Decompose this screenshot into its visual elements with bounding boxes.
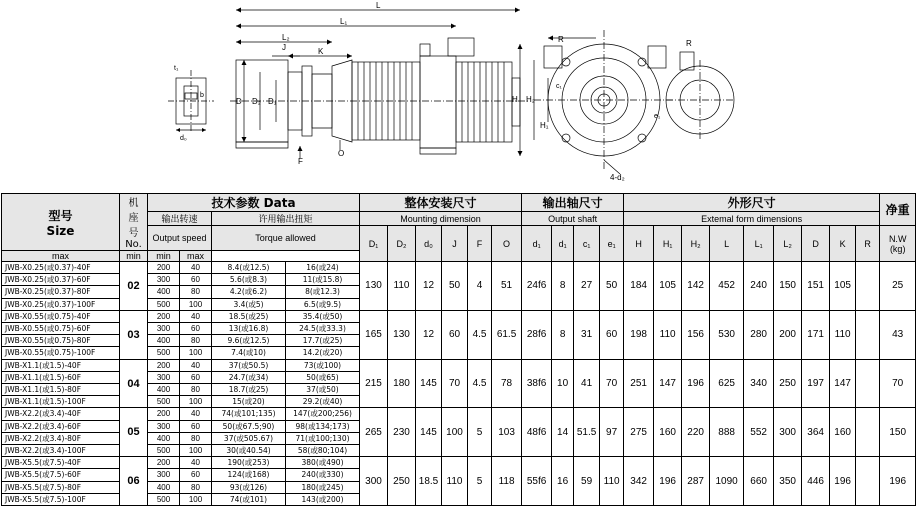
svg-text:e₁: e₁ (654, 113, 661, 120)
cell-K: 105 (830, 262, 856, 311)
cell-size: JWB-X0.55(或0.75)-60F (2, 323, 120, 335)
cell-K: 110 (830, 310, 856, 359)
header-D2: D₂ (388, 226, 416, 262)
cell-torque-min: 4.2(或6.2) (212, 286, 286, 298)
cell-speed-max: 300 (148, 274, 180, 286)
cell-d0: 12 (416, 310, 442, 359)
header-D1: D₁ (360, 226, 388, 262)
cell-size: JWB-X5.5(或7.5)-80F (2, 481, 120, 493)
cell-speed-min: 100 (180, 493, 212, 505)
cell-F: 4.5 (468, 359, 492, 408)
cell-L: 452 (710, 262, 744, 311)
header-shaft-cn: 输出轴尺寸 (522, 194, 624, 212)
cell-R (856, 359, 880, 408)
cell-F: 4.5 (468, 310, 492, 359)
cell-speed-max: 400 (148, 481, 180, 493)
svg-text:b: b (200, 92, 204, 99)
cell-torque-min: 30(或40.54) (212, 445, 286, 457)
cell-size: JWB-X1.1(或1.5)-60F (2, 371, 120, 383)
cell-torque-min: 37(或505.67) (212, 432, 286, 444)
cell-K: 160 (830, 408, 856, 457)
cell-D1: 165 (360, 310, 388, 359)
cell-size: JWB-X0.55(或0.75)-80F (2, 335, 120, 347)
header-mounting-en: Mounting dimension (360, 212, 522, 226)
header-J: J (442, 226, 468, 262)
cell-d1-b: 16 (552, 457, 574, 506)
cell-speed-min: 80 (180, 335, 212, 347)
cell-speed-max: 500 (148, 347, 180, 359)
cell-H: 275 (624, 408, 654, 457)
header-speed-max: max (2, 251, 120, 262)
cell-K: 196 (830, 457, 856, 506)
header-shaft-en: Output shaft (522, 212, 624, 226)
svg-text:L: L (376, 1, 381, 10)
header-O: O (492, 226, 522, 262)
cell-c1: 59 (574, 457, 600, 506)
cell-d1-b: 10 (552, 359, 574, 408)
table-row (2, 262, 916, 274)
cell-speed-min: 80 (180, 481, 212, 493)
cell-F: 5 (468, 457, 492, 506)
header-c1: c₁ (574, 226, 600, 262)
cell-torque-min: 37(或50.5) (212, 359, 286, 371)
cell-size: JWB-X1.1(或1.5)-40F (2, 359, 120, 371)
cell-torque-max: 71(或100;130) (286, 432, 360, 444)
cell-H1: 160 (654, 408, 682, 457)
header-torque-cn: 许用输出扭矩 (212, 212, 360, 226)
svg-text:H: H (512, 95, 518, 104)
header-L2: L₂ (774, 226, 802, 262)
header-speed-min: min (120, 251, 148, 262)
cell-H1: 110 (654, 310, 682, 359)
cell-size: JWB-X0.55(或0.75)-40F (2, 310, 120, 322)
cell-L1: 340 (744, 359, 774, 408)
cell-D: 171 (802, 310, 830, 359)
svg-text:F: F (298, 157, 303, 166)
svg-text:L₂: L₂ (282, 33, 290, 42)
cell-speed-min: 100 (180, 445, 212, 457)
cell-torque-max: 50(或65) (286, 371, 360, 383)
header-row-1 (2, 194, 916, 212)
cell-c1: 41 (574, 359, 600, 408)
cell-H2: 156 (682, 310, 710, 359)
cell-torque-max: 180(或245) (286, 481, 360, 493)
cell-torque-min: 24.7(或34) (212, 371, 286, 383)
cell-D2: 110 (388, 262, 416, 311)
cell-D2: 130 (388, 310, 416, 359)
cell-torque-min: 74(或101) (212, 493, 286, 505)
cell-size: JWB-X0.25(或0.37)-80F (2, 286, 120, 298)
cell-size: JWB-X1.1(或1.5)-80F (2, 384, 120, 396)
cell-weight: 196 (880, 457, 916, 506)
cell-D: 364 (802, 408, 830, 457)
cell-torque-max: 35.4(或50) (286, 310, 360, 322)
cell-no: 03 (120, 310, 148, 359)
header-H: H (624, 226, 654, 262)
cell-speed-min: 80 (180, 384, 212, 396)
cell-torque-max: 17.7(或25) (286, 335, 360, 347)
table-row (2, 359, 916, 371)
spec-table (1, 193, 916, 506)
header-tech: 技术参数 Data (148, 194, 360, 212)
cell-torque-max: 16(或24) (286, 262, 360, 274)
cell-L1: 240 (744, 262, 774, 311)
cell-e1: 97 (600, 408, 624, 457)
svg-text:d₀: d₀ (180, 135, 187, 142)
cell-H1: 105 (654, 262, 682, 311)
cell-L2: 350 (774, 457, 802, 506)
cell-speed-min: 40 (180, 457, 212, 469)
header-F: F (468, 226, 492, 262)
cell-e1: 60 (600, 310, 624, 359)
cell-L: 530 (710, 310, 744, 359)
cell-R (856, 310, 880, 359)
cell-torque-max: 98(或134;173) (286, 420, 360, 432)
cell-O: 51 (492, 262, 522, 311)
header-d1-a: d₁ (522, 226, 552, 262)
cell-no: 05 (120, 408, 148, 457)
cell-speed-min: 40 (180, 262, 212, 274)
svg-text:t₁: t₁ (174, 65, 179, 72)
cell-speed-max: 300 (148, 469, 180, 481)
cell-no: 04 (120, 359, 148, 408)
header-torque-min: min (148, 251, 180, 262)
cell-D1: 300 (360, 457, 388, 506)
header-D: D (802, 226, 830, 262)
header-torque-en: Torque allowed (212, 226, 360, 251)
cell-size: JWB-X2.2(或3.4)-40F (2, 408, 120, 420)
cell-torque-max: 6.5(或9.5) (286, 298, 360, 310)
cell-torque-min: 74(或101;135) (212, 408, 286, 420)
cell-c1: 31 (574, 310, 600, 359)
header-size: 型号 Size (2, 194, 120, 251)
cell-torque-max: 37(或50) (286, 384, 360, 396)
cell-speed-max: 400 (148, 335, 180, 347)
header-H2: H₂ (682, 226, 710, 262)
cell-J: 110 (442, 457, 468, 506)
cell-torque-max: 143(或200) (286, 493, 360, 505)
cell-torque-max: 8(或12.3) (286, 286, 360, 298)
svg-text:D: D (236, 97, 242, 106)
cell-speed-max: 300 (148, 323, 180, 335)
cell-speed-max: 200 (148, 310, 180, 322)
cell-R (856, 262, 880, 311)
cell-d1-b: 8 (552, 262, 574, 311)
cell-speed-min: 40 (180, 359, 212, 371)
cell-D1: 265 (360, 408, 388, 457)
cell-torque-min: 3.4(或5) (212, 298, 286, 310)
cell-torque-min: 190(或253) (212, 457, 286, 469)
header-L1: L₁ (744, 226, 774, 262)
cell-L: 1090 (710, 457, 744, 506)
cell-L1: 552 (744, 408, 774, 457)
cell-L2: 300 (774, 408, 802, 457)
cell-O: 78 (492, 359, 522, 408)
header-form-cn: 外形尺寸 (624, 194, 880, 212)
cell-L2: 250 (774, 359, 802, 408)
header-d0: d₀ (416, 226, 442, 262)
cell-H: 251 (624, 359, 654, 408)
table-row (2, 457, 916, 469)
svg-text:D₁: D₁ (268, 97, 277, 106)
cell-e1: 110 (600, 457, 624, 506)
cell-H: 342 (624, 457, 654, 506)
cell-d0: 145 (416, 359, 442, 408)
cell-torque-min: 93(或126) (212, 481, 286, 493)
cell-torque-min: 50(或67.5;90) (212, 420, 286, 432)
header-H1: H₁ (654, 226, 682, 262)
cell-speed-max: 300 (148, 420, 180, 432)
cell-J: 70 (442, 359, 468, 408)
cell-J: 50 (442, 262, 468, 311)
cell-torque-max: 147(或200;256) (286, 408, 360, 420)
cell-e1: 50 (600, 262, 624, 311)
cell-F: 4 (468, 262, 492, 311)
cell-d0: 12 (416, 262, 442, 311)
cell-size: JWB-X2.2(或3.4)-60F (2, 420, 120, 432)
cell-torque-max: 73(或100) (286, 359, 360, 371)
cell-D: 446 (802, 457, 830, 506)
cell-d1-a: 55f6 (522, 457, 552, 506)
cell-c1: 51.5 (574, 408, 600, 457)
cell-H1: 196 (654, 457, 682, 506)
svg-text:H₁: H₁ (540, 121, 549, 130)
cell-D1: 130 (360, 262, 388, 311)
cell-speed-max: 500 (148, 396, 180, 408)
cell-speed-min: 60 (180, 274, 212, 286)
svg-text:R: R (686, 39, 692, 48)
cell-no: 06 (120, 457, 148, 506)
cell-size: JWB-X5.5(或7.5)-40F (2, 457, 120, 469)
cell-e1: 70 (600, 359, 624, 408)
svg-text:L₁: L₁ (340, 17, 348, 26)
cell-H2: 220 (682, 408, 710, 457)
cell-H: 184 (624, 262, 654, 311)
cell-D2: 250 (388, 457, 416, 506)
cell-d1-a: 48f6 (522, 408, 552, 457)
cell-speed-max: 400 (148, 286, 180, 298)
technical-drawing (0, 0, 860, 192)
cell-torque-min: 18.7(或25) (212, 384, 286, 396)
cell-speed-min: 80 (180, 432, 212, 444)
svg-text:H₂: H₂ (526, 95, 535, 104)
cell-d1-a: 38f6 (522, 359, 552, 408)
svg-text:D₂: D₂ (252, 97, 261, 106)
cell-torque-min: 124(或168) (212, 469, 286, 481)
cell-size: JWB-X5.5(或7.5)-100F (2, 493, 120, 505)
cell-H1: 147 (654, 359, 682, 408)
cell-D2: 230 (388, 408, 416, 457)
header-R: R (856, 226, 880, 262)
table-row (2, 310, 916, 322)
cell-speed-max: 200 (148, 408, 180, 420)
cell-speed-min: 60 (180, 469, 212, 481)
cell-d0: 18.5 (416, 457, 442, 506)
cell-torque-min: 18.5(或25) (212, 310, 286, 322)
cell-speed-max: 400 (148, 384, 180, 396)
header-d1-b: d₁ (552, 226, 574, 262)
cell-torque-max: 11(或15.8) (286, 274, 360, 286)
cell-torque-max: 24.5(或33.3) (286, 323, 360, 335)
cell-L: 625 (710, 359, 744, 408)
cell-speed-min: 60 (180, 323, 212, 335)
cell-torque-max: 380(或490) (286, 457, 360, 469)
cell-speed-min: 40 (180, 408, 212, 420)
cell-K: 147 (830, 359, 856, 408)
cell-size: JWB-X2.2(或3.4)-80F (2, 432, 120, 444)
cell-O: 61.5 (492, 310, 522, 359)
header-L: L (710, 226, 744, 262)
cell-J: 60 (442, 310, 468, 359)
cell-torque-min: 5.6(或8.3) (212, 274, 286, 286)
cell-R (856, 457, 880, 506)
header-e1: e₁ (600, 226, 624, 262)
cell-L1: 280 (744, 310, 774, 359)
cell-no: 02 (120, 262, 148, 311)
header-K: K (830, 226, 856, 262)
cell-torque-max: 29.2(或40) (286, 396, 360, 408)
cell-size: JWB-X0.55(或0.75)-100F (2, 347, 120, 359)
cell-torque-max: 58(或80;104) (286, 445, 360, 457)
cell-speed-min: 100 (180, 298, 212, 310)
cell-speed-min: 80 (180, 286, 212, 298)
cell-weight: 150 (880, 408, 916, 457)
cell-speed-min: 60 (180, 420, 212, 432)
specification-table (0, 193, 910, 506)
svg-text:K: K (318, 47, 324, 56)
svg-text:4-d₂: 4-d₂ (610, 173, 625, 182)
cell-speed-max: 200 (148, 359, 180, 371)
cell-size: JWB-X0.25(或0.37)-40F (2, 262, 120, 274)
cell-speed-max: 500 (148, 298, 180, 310)
drawing-svg (0, 0, 860, 192)
cell-torque-min: 8.4(或12.5) (212, 262, 286, 274)
header-mounting-cn: 整体安装尺寸 (360, 194, 522, 212)
cell-D2: 180 (388, 359, 416, 408)
cell-size: JWB-X5.5(或7.5)-60F (2, 469, 120, 481)
cell-speed-max: 500 (148, 445, 180, 457)
svg-text:O: O (338, 149, 345, 158)
cell-torque-min: 15(或20) (212, 396, 286, 408)
cell-speed-min: 40 (180, 310, 212, 322)
cell-L: 888 (710, 408, 744, 457)
svg-text:J: J (282, 43, 286, 52)
cell-d1-a: 28f6 (522, 310, 552, 359)
table-row (2, 408, 916, 420)
header-output-speed-en: Output speed (148, 226, 212, 251)
cell-D1: 215 (360, 359, 388, 408)
cell-H2: 142 (682, 262, 710, 311)
cell-O: 103 (492, 408, 522, 457)
cell-speed-max: 200 (148, 262, 180, 274)
cell-d0: 145 (416, 408, 442, 457)
cell-weight: 43 (880, 310, 916, 359)
header-no: 机 座 号 No. (120, 194, 148, 251)
cell-J: 100 (442, 408, 468, 457)
cell-speed-max: 300 (148, 371, 180, 383)
cell-D: 197 (802, 359, 830, 408)
header-torque-max: max (180, 251, 212, 262)
header-output-speed-cn: 输出转速 (148, 212, 212, 226)
cell-d1-b: 14 (552, 408, 574, 457)
cell-speed-min: 60 (180, 371, 212, 383)
cell-D: 151 (802, 262, 830, 311)
cell-weight: 70 (880, 359, 916, 408)
header-form-en: Extemal form dimensions (624, 212, 880, 226)
cell-torque-min: 7.4(或10) (212, 347, 286, 359)
cell-torque-min: 13(或16.8) (212, 323, 286, 335)
cell-torque-min: 9.6(或12.5) (212, 335, 286, 347)
cell-speed-max: 400 (148, 432, 180, 444)
cell-speed-min: 100 (180, 347, 212, 359)
svg-text:R: R (558, 35, 564, 44)
cell-torque-max: 240(或330) (286, 469, 360, 481)
cell-speed-min: 100 (180, 396, 212, 408)
cell-F: 5 (468, 408, 492, 457)
cell-L1: 660 (744, 457, 774, 506)
cell-size: JWB-X0.25(或0.37)-100F (2, 298, 120, 310)
cell-R (856, 408, 880, 457)
cell-L2: 150 (774, 262, 802, 311)
cell-size: JWB-X1.1(或1.5)-100F (2, 396, 120, 408)
cell-size: JWB-X0.25(或0.37)-60F (2, 274, 120, 286)
header-weight-cn: 净重 (880, 194, 916, 226)
cell-H2: 196 (682, 359, 710, 408)
cell-d1-a: 24f6 (522, 262, 552, 311)
cell-torque-max: 14.2(或20) (286, 347, 360, 359)
cell-O: 118 (492, 457, 522, 506)
cell-L2: 200 (774, 310, 802, 359)
cell-d1-b: 8 (552, 310, 574, 359)
cell-H2: 287 (682, 457, 710, 506)
cell-size: JWB-X2.2(或3.4)-100F (2, 445, 120, 457)
svg-text:c₁: c₁ (556, 83, 562, 90)
cell-c1: 27 (574, 262, 600, 311)
cell-H: 198 (624, 310, 654, 359)
cell-speed-max: 200 (148, 457, 180, 469)
header-weight-en: N.W (kg) (880, 226, 916, 262)
cell-speed-max: 500 (148, 493, 180, 505)
cell-weight: 25 (880, 262, 916, 311)
